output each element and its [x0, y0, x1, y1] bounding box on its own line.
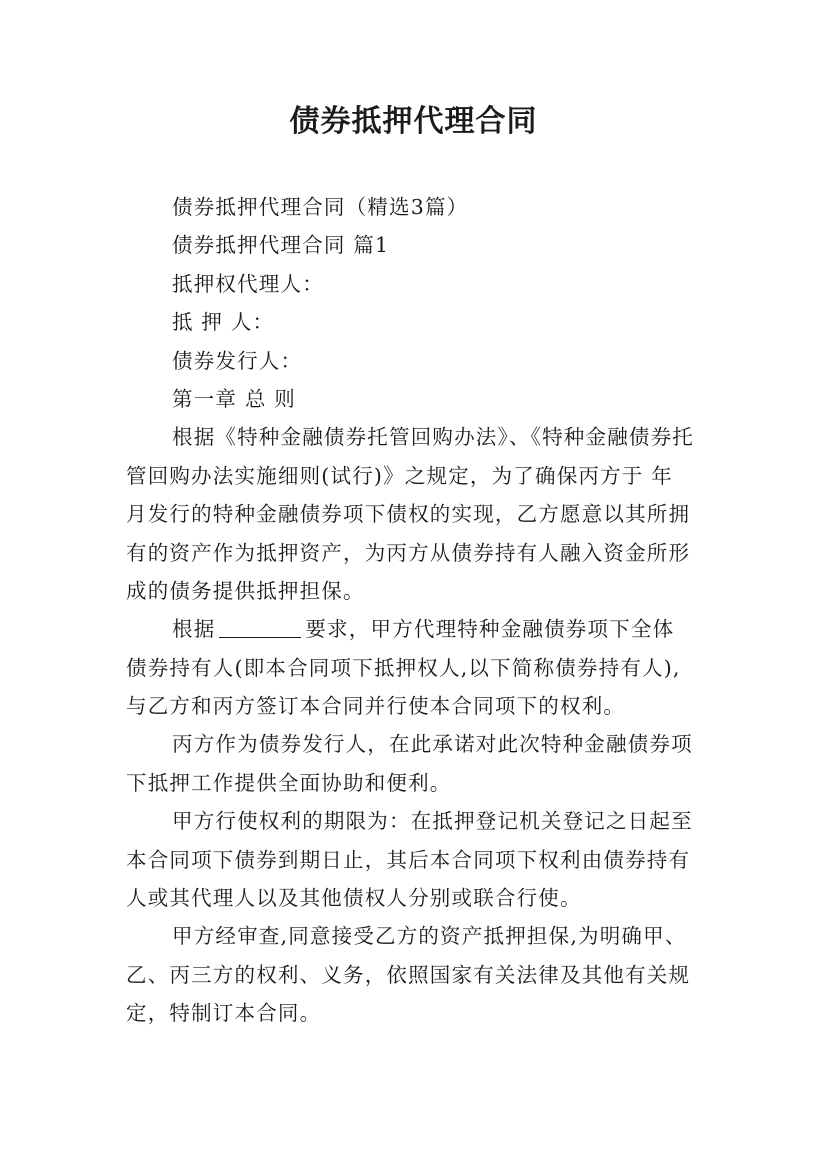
paragraph-line: 管回购办法实施细则(试行)》之规定，为了确保丙方于 年: [126, 463, 673, 488]
paragraph-line: 成的债务提供抵押担保。: [126, 578, 365, 603]
document-title: 债券抵押代理合同: [289, 104, 538, 139]
paragraph-line: 有的资产作为抵押资产，为丙方从债券持有人融入资金所形: [126, 540, 691, 565]
paragraph-line: 债券持有人(即本合同项下抵押权人,以下简称债券持有人),: [126, 655, 681, 680]
paragraph-4: [126, 802, 706, 917]
paragraph-2: [126, 610, 706, 725]
paragraph-line: [126, 610, 706, 648]
party-mortgage-agent: 抵押权代理人：: [172, 271, 324, 296]
paragraph-text: 根据: [172, 617, 216, 642]
paragraph-line: 下抵押工作提供全面协助和便利。: [126, 770, 452, 795]
paragraph-line: 甲方行使权利的期限为：在抵押登记机关登记之日起至: [172, 809, 693, 834]
paragraph-1: [126, 418, 706, 610]
paragraph-line: 甲方经审查,同意接受乙方的资产抵押担保,为明确甲、: [172, 924, 687, 949]
party-mortgagor: 抵 押 人：: [172, 310, 275, 335]
paragraph-line: 与乙方和丙方签订本合同并行使本合同项下的权利。: [126, 694, 626, 719]
paragraph-line: 根据《特种金融债券托管回购办法》、《特种金融债券托: [172, 425, 694, 450]
paragraph-3: [126, 725, 706, 802]
section-heading: 债券抵押代理合同 篇1: [172, 233, 390, 258]
paragraph-text: 要求，甲方代理特种金融债券项下全体: [305, 617, 675, 642]
paragraph-line: 月发行的特种金融债券项下债权的实现，乙方愿意以其所拥: [126, 502, 691, 527]
paragraph-line: 定，特制订本合同。: [126, 1001, 322, 1026]
paragraph-5: [126, 917, 706, 1032]
paragraph-line: 乙、丙三方的权利、义务，依照国家有关法律及其他有关规: [126, 962, 691, 987]
party-bond-issuer: 债券发行人：: [172, 348, 303, 373]
chapter-heading: 第一章 总 则: [172, 386, 296, 411]
paragraph-line: 丙方作为债券发行人，在此承诺对此次特种金融债券项: [172, 732, 693, 757]
blank-underline: [219, 617, 301, 638]
document-body: [126, 188, 706, 1033]
subtitle-line: 债券抵押代理合同（精选3篇）: [172, 195, 469, 219]
paragraph-line: 本合同项下债券到期日止，其后本合同项下权利由债券持有: [126, 847, 691, 872]
paragraph-line: 人或其代理人以及其他债权人分别或联合行使。: [126, 886, 582, 911]
